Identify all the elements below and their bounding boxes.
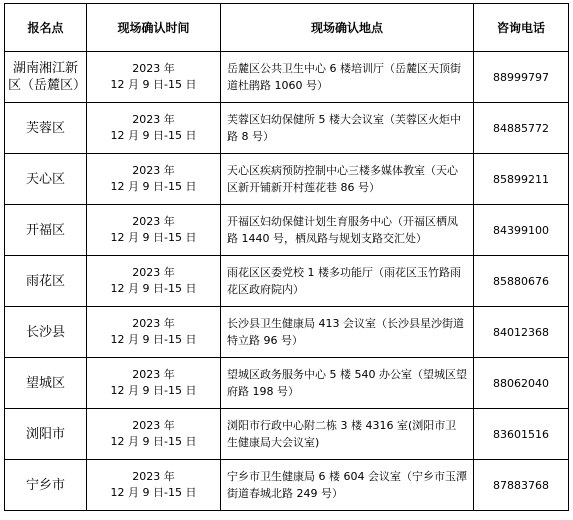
cell-time [87,256,221,307]
cell-site: 芙蓉区 [5,103,87,154]
time-year: 2023 年 [132,419,175,432]
table-header-row [5,4,569,52]
header-phone: 咨询电话 [474,4,569,52]
header-location: 现场确认地点 [221,4,474,52]
cell-phone: 84885772 [474,103,569,154]
time-year: 2023 年 [132,215,175,228]
table-row [5,154,569,205]
cell-location: 天心区疾病预防控制中心三楼多媒体教室（天心区新开铺新开村莲花巷 86 号） [221,154,474,205]
cell-location: 望城区政务服务中心 5 楼 540 办公室（望城区望府路 198 号） [221,358,474,409]
cell-time [87,307,221,358]
cell-time [87,103,221,154]
time-dates: 12 月 9 日-15 日 [110,384,197,397]
table-row [5,52,569,103]
time-dates: 12 月 9 日-15 日 [110,486,197,499]
time-year: 2023 年 [132,266,175,279]
cell-site: 雨花区 [5,256,87,307]
time-year: 2023 年 [132,164,175,177]
header-time: 现场确认时间 [87,4,221,52]
time-dates: 12 月 9 日-15 日 [110,231,197,244]
cell-phone: 85880676 [474,256,569,307]
table-row [5,256,569,307]
cell-location: 芙蓉区妇幼保健所 5 楼大会议室（芙蓉区火炬中路 8 号） [221,103,474,154]
table-row [5,460,569,511]
time-dates: 12 月 9 日-15 日 [110,78,197,91]
table-row [5,409,569,460]
cell-location: 浏阳市行政中心附二栋 3 楼 4316 室(浏阳市卫生健康局大会议室) [221,409,474,460]
cell-time [87,205,221,256]
time-year: 2023 年 [132,317,175,330]
cell-time [87,409,221,460]
cell-location: 宁乡市卫生健康局 6 楼 604 会议室（宁乡市玉潭街道春城北路 249 号） [221,460,474,511]
time-dates: 12 月 9 日-15 日 [110,180,197,193]
cell-phone: 85899211 [474,154,569,205]
cell-phone: 88062040 [474,358,569,409]
cell-location: 开福区妇幼保健计划生育服务中心（开福区栖凤路 1440 号，栖凤路与规划支路交汇处） [221,205,474,256]
cell-site: 宁乡市 [5,460,87,511]
cell-phone: 87883768 [474,460,569,511]
cell-site: 长沙县 [5,307,87,358]
cell-location: 雨花区区委党校 1 楼多功能厅（雨花区玉竹路雨花区政府院内） [221,256,474,307]
cell-time [87,460,221,511]
time-year: 2023 年 [132,113,175,126]
table-row [5,307,569,358]
cell-location: 长沙县卫生健康局 413 会议室（长沙县星沙街道特立路 96 号） [221,307,474,358]
cell-location: 岳麓区公共卫生中心 6 楼培训厅（岳麓区天顶街道杜鹃路 1060 号） [221,52,474,103]
cell-site: 望城区 [5,358,87,409]
confirmation-sites-table [4,3,569,511]
time-year: 2023 年 [132,62,175,75]
time-dates: 12 月 9 日-15 日 [110,435,197,448]
table-row [5,205,569,256]
cell-phone: 84399100 [474,205,569,256]
time-dates: 12 月 9 日-15 日 [110,333,197,346]
cell-time [87,52,221,103]
cell-site: 湖南湘江新区（岳麓区） [5,52,87,103]
cell-phone: 88999797 [474,52,569,103]
table-row [5,103,569,154]
cell-phone: 84012368 [474,307,569,358]
time-dates: 12 月 9 日-15 日 [110,282,197,295]
header-site: 报名点 [5,4,87,52]
cell-time [87,154,221,205]
time-year: 2023 年 [132,470,175,483]
cell-site: 开福区 [5,205,87,256]
cell-time [87,358,221,409]
time-dates: 12 月 9 日-15 日 [110,129,197,142]
cell-phone: 83601516 [474,409,569,460]
table-row [5,358,569,409]
confirmation-sites-table-wrapper [4,3,569,511]
cell-site: 天心区 [5,154,87,205]
time-year: 2023 年 [132,368,175,381]
cell-site: 浏阳市 [5,409,87,460]
